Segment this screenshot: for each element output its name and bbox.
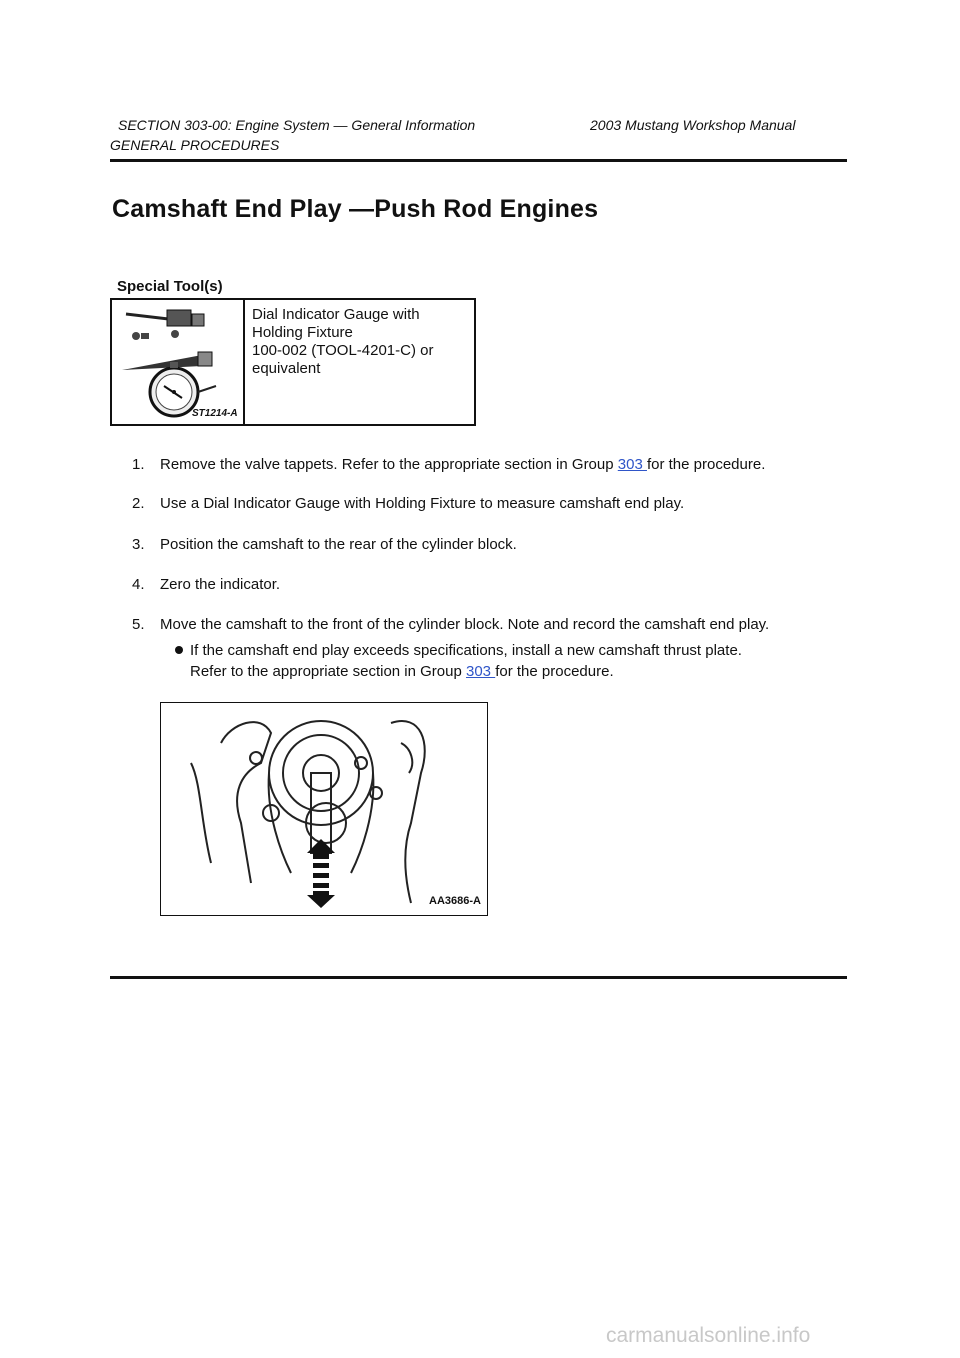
header-rule	[110, 159, 847, 162]
bullet-icon	[175, 646, 183, 654]
step-number: 2.	[132, 495, 145, 512]
step-4	[132, 576, 280, 593]
figure-label: AA3686-A	[429, 895, 481, 907]
group-303-link[interactable]: 303	[617, 456, 647, 473]
group-303-link[interactable]: 303	[466, 663, 496, 680]
bullet-text: Refer to the appropriate section in Group	[190, 663, 466, 680]
step-text: Position the camshaft to the rear of the cylinder block.	[160, 536, 517, 553]
tool-image-label: ST1214-A	[192, 408, 238, 419]
tool-description-line: Dial Indicator Gauge with	[252, 306, 420, 323]
header-procedures: GENERAL PROCEDURES	[110, 137, 280, 153]
bullet-text-end: for the procedure.	[495, 663, 614, 680]
special-tools-table	[110, 298, 476, 426]
step-text-end: for the procedure.	[646, 456, 766, 473]
special-tools-heading: Special Tool(s)	[117, 278, 223, 295]
page-title: Camshaft End Play —Push Rod Engines	[112, 195, 599, 223]
tool-description	[245, 300, 440, 424]
header-section-title: SECTION 303-00: Engine System — General Information	[118, 117, 476, 133]
tool-description-line: equivalent	[252, 360, 321, 377]
step-number: 1.	[132, 456, 145, 473]
bullet-line-2	[190, 661, 742, 682]
step-text: Zero the indicator.	[160, 576, 281, 593]
step-number: 5.	[132, 616, 145, 633]
watermark: carmanualsonline.info	[606, 1324, 811, 1347]
step-2	[132, 495, 684, 512]
header-manual-title: 2003 Mustang Workshop Manual	[590, 117, 796, 133]
footer-rule	[110, 976, 847, 979]
step-3	[132, 536, 517, 553]
step-number: 4.	[132, 576, 145, 593]
step-text: Move the camshaft to the front of the cylinder block. Note and record the camshaft end play.	[160, 616, 770, 633]
tool-description-line: Holding Fixture	[252, 324, 353, 341]
step-text: Use a Dial Indicator Gauge with Holding Fixture to measure camshaft end play.	[160, 495, 685, 512]
bullet-line: If the camshaft end play exceeds specifications, install a new camshaft thrust plate.	[190, 642, 742, 659]
step-5	[132, 616, 769, 633]
step-text: Remove the valve tappets. Refer to the appropriate section in Group	[160, 456, 618, 473]
step-number: 3.	[132, 536, 145, 553]
dial-indicator-illustration	[112, 300, 245, 424]
camshaft-figure	[160, 702, 488, 916]
bullet-note	[190, 640, 742, 682]
step-1	[132, 456, 765, 473]
tool-description-line: 100-002 (TOOL-4201-C) or	[252, 342, 434, 359]
